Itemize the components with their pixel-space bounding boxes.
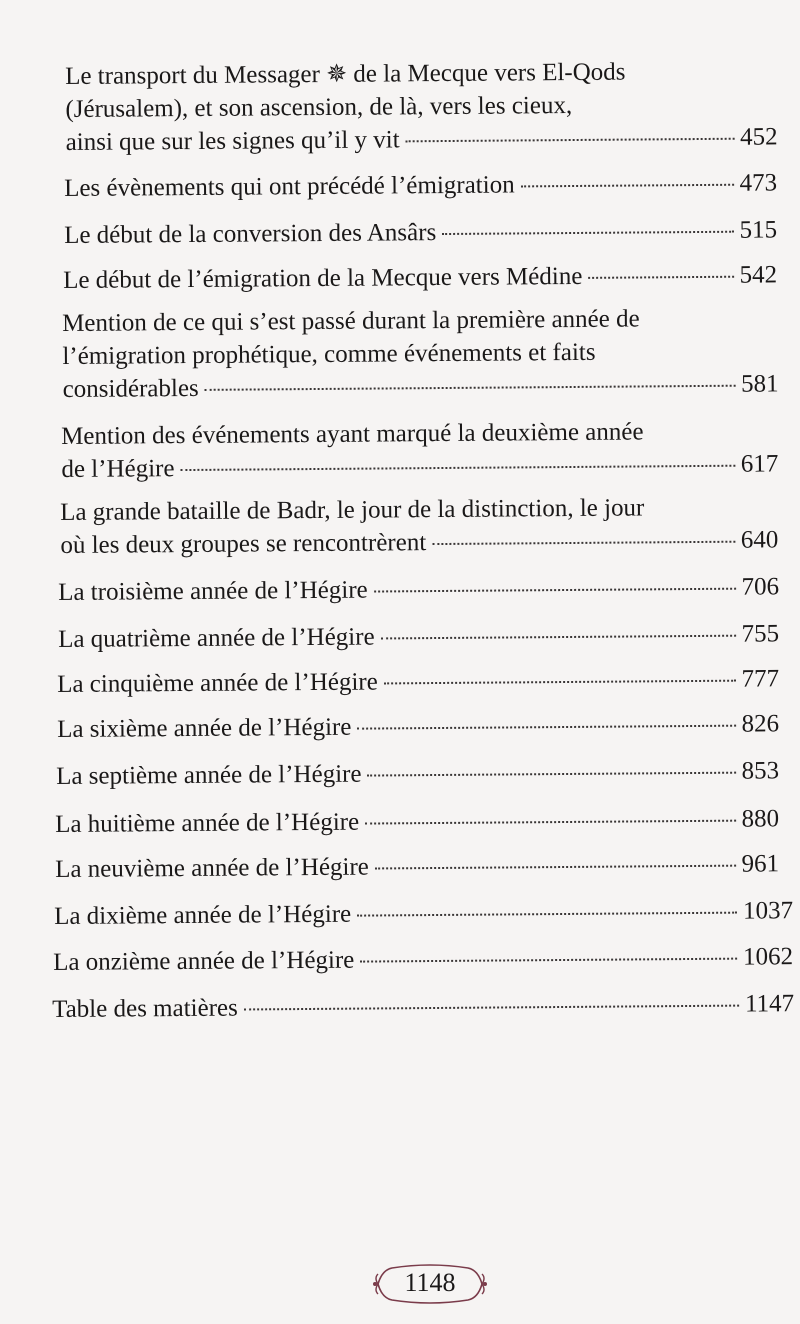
page-number: 640 [740,526,779,554]
entry-title-line: Table des matières [52,994,238,1023]
dot-leader [244,1005,739,1011]
entry-title-line: l’émigration prophétique, comme événements et faits [62,338,596,370]
toc-entry [57,707,779,746]
page-number: 473 [739,169,778,197]
page-number: 1062 [743,943,794,971]
dot-leader [432,541,735,545]
entry-title-line: La troisième année de l’Hégire [58,576,368,606]
dot-leader [521,184,734,188]
entry-title-line: Mention de ce qui s’est passé durant la première année de [62,305,640,337]
entry-title-line: Le début de l’émigration de la Mecque vers Médine [63,262,583,294]
toc-entry [62,301,779,406]
toc-entry [64,213,777,252]
dot-leader [368,772,736,777]
toc-entry [55,847,779,886]
dot-leader [205,385,735,391]
toc-entry [54,894,793,933]
toc-entry [58,570,779,609]
entry-title-line: considérables [62,374,199,403]
page-number: 755 [741,620,780,648]
dot-leader [375,865,736,870]
dot-leader [384,680,736,685]
toc-entry [57,662,779,701]
toc-entry [56,754,779,793]
toc-entry [58,617,779,656]
entry-title-line: La onzième année de l’Hégire [53,946,355,976]
dot-leader [357,725,735,730]
entry-title-line: (Jérusalem), et son ascension, de là, vers les cieux, [65,92,573,123]
entry-title-line: La grande bataille de Badr, le jour de la distinction, le jour [60,494,645,526]
dot-leader [406,138,735,143]
page-number: 706 [741,573,780,601]
entry-title-line: La septième année de l’Hégire [56,760,362,790]
toc-entry [52,987,794,1026]
dot-leader [381,635,736,640]
page-number: 961 [741,850,780,878]
dot-leader [442,231,733,235]
page-number: 452 [740,123,778,151]
toc-entry [53,940,793,979]
dot-leader [357,912,737,917]
entry-title-line: La cinquième année de l’Hégire [57,668,378,698]
dot-leader [365,820,735,825]
toc-entry [55,802,779,841]
entry-title-line: La dixième année de l’Hégire [54,900,352,930]
dot-leader [588,276,733,279]
toc-entry [60,490,778,562]
entry-title-line: La neuvième année de l’Hégire [55,853,369,883]
entry-title-line: de l’Hégire [61,455,175,483]
page-number: 826 [741,710,780,738]
dot-leader [360,958,737,963]
entry-title-line: où les deux groupes se rencontrèrent [60,529,427,559]
dot-leader [181,465,735,471]
entry-title-line: La sixième année de l’Hégire [57,713,352,743]
dot-leader [374,588,736,593]
page-number: 853 [741,757,780,785]
page-number: 617 [740,450,779,478]
folio-ornament [372,1262,488,1306]
toc-entry [64,166,777,205]
toc-entry [63,258,777,297]
entry-title-line: La huitième année de l’Hégire [55,808,360,838]
entry-title-line: La quatrième année de l’Hégire [58,623,375,653]
page-number: 880 [741,805,780,833]
entry-title-line: Mention des événements ayant marqué la deuxième année [61,418,644,450]
entry-title-line: Les évènements qui ont précédé l’émigration [64,171,515,202]
page-number: 777 [741,665,780,693]
page-number: 1147 [744,990,795,1018]
page-number: 515 [739,216,778,244]
page-number: 581 [741,370,779,398]
toc-entry [65,54,778,159]
toc-entry [61,414,778,486]
page-number: 1037 [743,897,794,925]
page-number: 542 [739,261,778,289]
footer-page-number: 1148 [404,1268,456,1297]
entry-title-line: Le transport du Messager ✵ de la Mecque vers El-Qods [65,58,626,90]
entry-title-line: Le début de la conversion des Ansârs [64,219,437,249]
entry-title-line: ainsi que sur les signes qu’il y vit [65,126,400,156]
